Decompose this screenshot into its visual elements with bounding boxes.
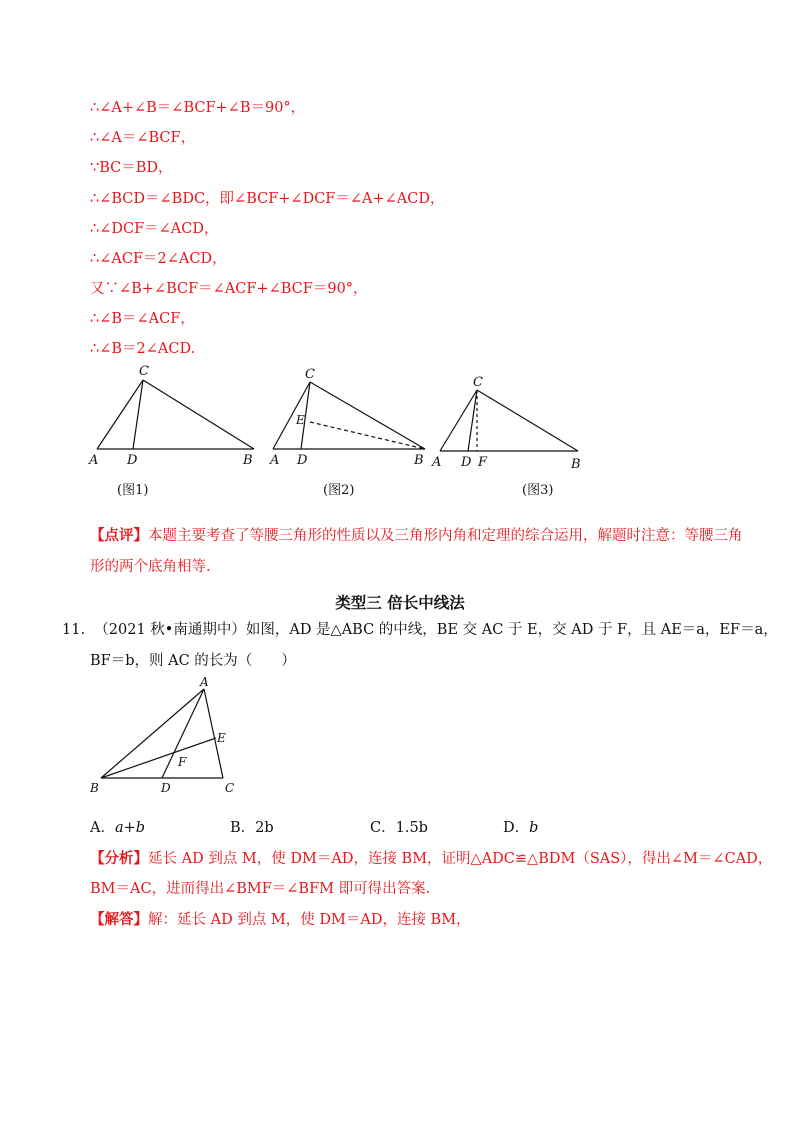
comment-tag: 【点评】 [90, 527, 148, 544]
figure-3 [430, 360, 600, 505]
label-B: B [571, 457, 581, 472]
comment-line-1 [90, 526, 743, 546]
option-d[interactable] [503, 818, 538, 838]
option-letter: A． [90, 820, 115, 836]
comment-line-2: 形的两个底角相等. [90, 559, 211, 575]
answer-text: 解：延长 AD 到点 M，使 DM＝AD，连接 BM， [148, 912, 471, 928]
question-text: （2021 秋•南通期中）如图，AD 是△ABC 的中线，BE 交 AC 于 E，交 AD 于 F，且 AE＝a，EF＝a， [94, 622, 778, 638]
proof-line: ∵BC＝BD， [90, 160, 173, 176]
label-A: A [270, 453, 280, 468]
label-F: F [178, 755, 187, 769]
label-A: A [200, 675, 209, 689]
option-letter: C． [370, 820, 396, 836]
label-B: B [243, 453, 253, 468]
figure-caption: (图1) [117, 483, 149, 498]
proof-line: ∴∠B＝∠ACF， [90, 311, 195, 327]
label-F: F [478, 455, 488, 470]
question-line-1 [62, 620, 778, 640]
proof-line: ∴∠BCD＝∠BDC，即∠BCF+∠DCF＝∠A+∠ACD， [90, 191, 445, 207]
option-text: b [529, 820, 539, 836]
question-line-2: BF＝b，则 AC 的长为（ ） [90, 653, 296, 669]
label-C: C [473, 375, 483, 390]
analysis-line-1 [90, 849, 772, 869]
comment-text: 本题主要考查了等腰三角形的性质以及三角形内角和定理的综合运用，解题时注意：等腰三角 [148, 528, 743, 544]
proof-line: ∴∠A＝∠BCF， [90, 130, 196, 146]
question-number: 11. [62, 622, 86, 638]
figure-2 [265, 360, 440, 505]
analysis-tag: 【分析】 [90, 850, 148, 867]
label-B: B [90, 781, 99, 795]
label-D: D [127, 453, 138, 468]
figure-caption: (图3) [522, 483, 554, 498]
label-D: D [461, 455, 472, 470]
label-E: E [217, 731, 226, 745]
proof-line: ∴∠DCF＝∠ACD， [90, 221, 219, 237]
question-figure [85, 672, 255, 800]
option-letter: D． [503, 820, 530, 836]
option-text: a+b [114, 820, 146, 836]
option-text: 2b [255, 820, 274, 836]
label-A: A [432, 455, 442, 470]
analysis-line-2: BM＝AC，进而得出∠BMF＝∠BFM 即可得出答案. [90, 881, 431, 897]
label-C: C [305, 367, 315, 382]
label-E: E [296, 413, 305, 427]
option-a[interactable] [90, 818, 145, 838]
proof-line: ∴∠A+∠B＝∠BCF+∠B＝90°， [90, 100, 306, 116]
label-C: C [225, 781, 235, 795]
option-c[interactable] [370, 818, 428, 838]
analysis-text: 延长 AD 到点 M，使 DM＝AD，连接 BM，证明△ADC≌△BDM（SAS），得出∠M＝∠CAD， [148, 851, 773, 867]
option-text: 1.5b [395, 820, 428, 836]
label-D: D [297, 453, 308, 468]
option-b[interactable] [230, 818, 274, 838]
answer-tag: 【解答】 [90, 911, 148, 928]
proof-line: 又∵∠B+∠BCF＝∠ACF+∠BCF＝90°， [90, 281, 368, 297]
answer-line [90, 910, 471, 930]
proof-line: ∴∠B＝2∠ACD. [90, 341, 196, 357]
label-A: A [89, 453, 99, 468]
label-B: B [414, 453, 424, 468]
proof-line: ∴∠ACF＝2∠ACD， [90, 251, 227, 267]
figure-1 [85, 360, 265, 505]
label-C: C [139, 364, 149, 379]
section-heading: 类型三 倍长中线法 [335, 593, 465, 612]
option-letter: B． [230, 820, 256, 836]
label-D: D [161, 781, 171, 795]
figure-caption: (图2) [323, 483, 355, 498]
